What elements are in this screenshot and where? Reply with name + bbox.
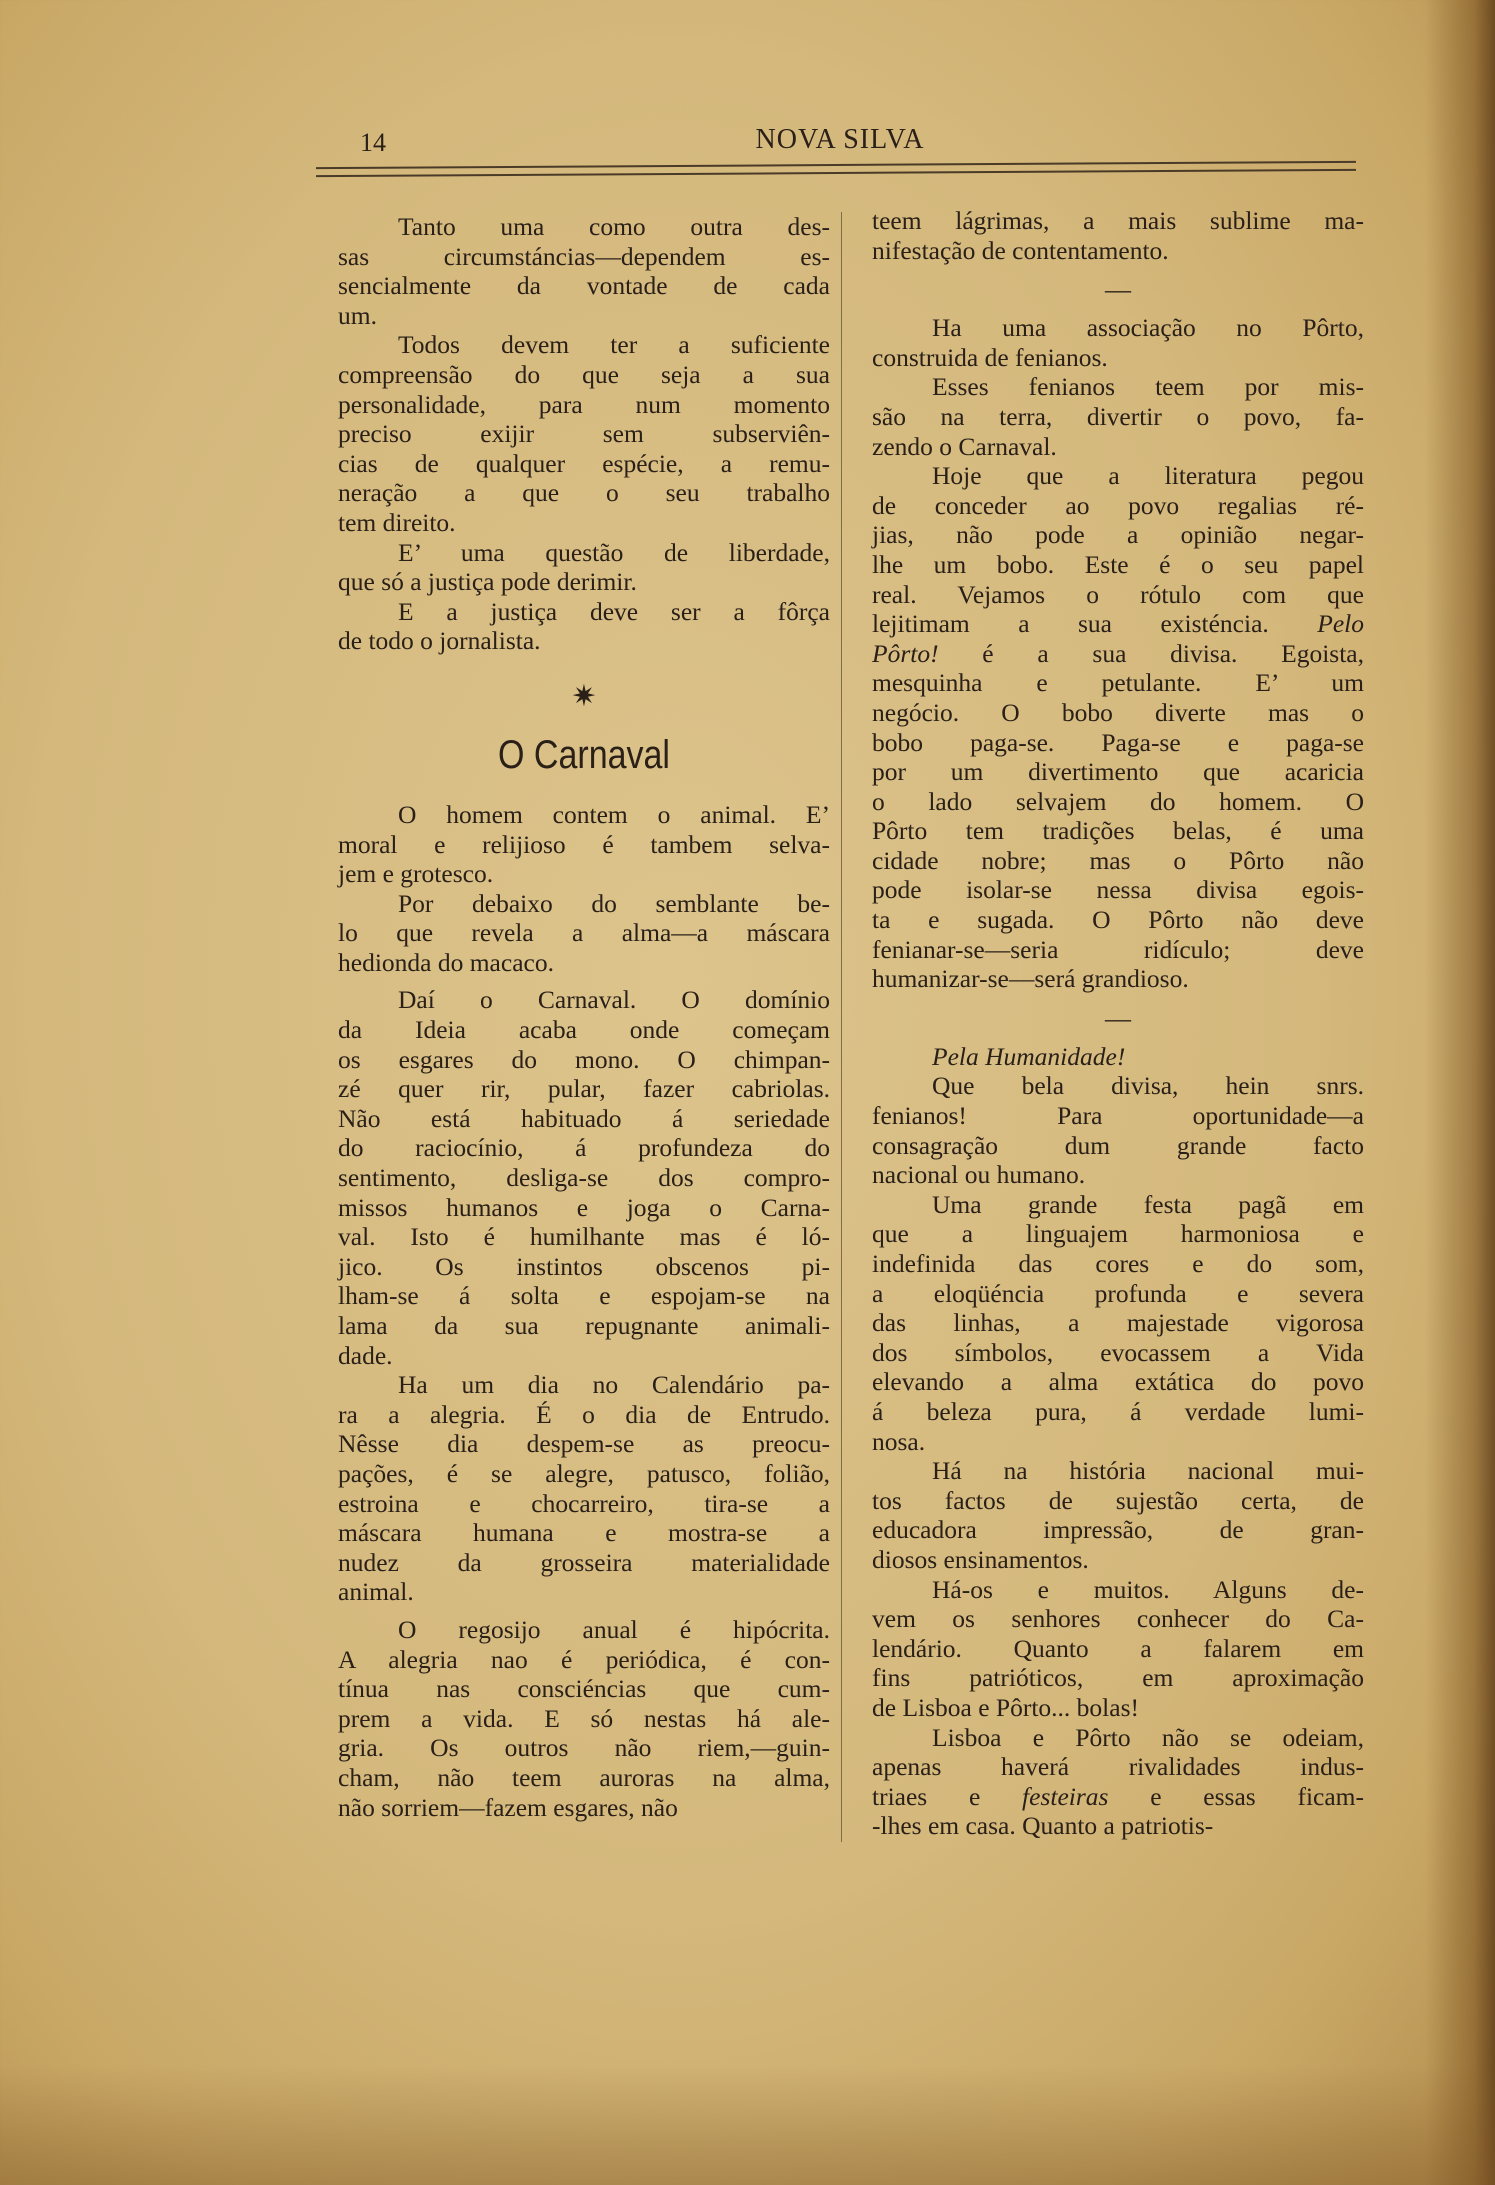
italic-text: Pôrto!	[872, 638, 939, 668]
text-line: dos símbolos, evocassem a Vida	[872, 1337, 1364, 1367]
page-edge-shadow	[1425, 0, 1495, 2185]
text-segment: lejitimam a sua existéncia.	[872, 609, 1318, 639]
page-bottom-shadow	[0, 2065, 1495, 2185]
text-line: O regosijo anual é hipócrita.	[398, 1614, 830, 1644]
text-line: lendário. Quanto a falarem em	[872, 1633, 1364, 1663]
text-line: nacional ou humano.	[872, 1160, 1086, 1190]
text-line: teem lágrimas, a mais sublime ma-	[872, 206, 1364, 235]
text-line: E’ uma questão de liberdade,	[398, 537, 830, 567]
text-line: cias de qualquer espécie, a remu-	[338, 448, 830, 478]
article-title: O Carnaval	[498, 732, 670, 777]
text-line: compreensão do que seja a sua	[338, 359, 830, 389]
text-line: zendo o Carnaval.	[872, 431, 1057, 461]
paragraph	[872, 461, 1364, 994]
text-line: Pôrto tem tradições belas, é uma	[872, 816, 1364, 846]
text-line: A alegria nao é periódica, é con-	[338, 1644, 830, 1674]
text-line: humanizar-se—será grandioso.	[872, 964, 1189, 994]
paragraph	[338, 800, 830, 889]
paragraph	[338, 1370, 830, 1607]
text-line: lo que revela a alma—a máscara	[338, 918, 830, 948]
paragraph	[338, 1615, 830, 1822]
text-line: tos factos de sujestão certa, de	[872, 1485, 1364, 1515]
paragraph	[338, 597, 830, 656]
italic-text: festeiras	[1022, 1781, 1109, 1811]
text-segment: é a sua divisa. Egoista,	[938, 638, 1364, 668]
text-line: Nêsse dia despem-se as preocu-	[338, 1429, 830, 1459]
text-line: fenianos! Para oportunidade—a	[872, 1101, 1364, 1131]
text-line: das linhas, a majestade vigorosa	[872, 1308, 1364, 1338]
text-line: Não está habituado á seriedade	[338, 1103, 830, 1133]
text-line: consagração dum grande facto	[872, 1130, 1364, 1160]
text-line: diosos ensinamentos.	[872, 1544, 1089, 1574]
text-line: os esgares do mono. O chimpan-	[338, 1044, 830, 1074]
text-line: máscara humana e mostra-se a	[338, 1518, 830, 1548]
paragraph	[872, 1190, 1364, 1456]
section-dash: —	[1105, 1003, 1131, 1033]
text-line: E a justiça deve ser a fôrça	[398, 596, 830, 626]
paragraph	[338, 538, 830, 597]
text-line: elevando a alma extática do povo	[872, 1367, 1364, 1397]
paragraph	[338, 330, 830, 537]
text-line: o lado selvajem do homem. O	[872, 786, 1364, 816]
text-line: do raciocínio, á profundeza do	[338, 1133, 830, 1163]
text-line: Tanto uma como outra des-	[398, 212, 830, 241]
text-line: lama da sua repugnante animali-	[338, 1311, 830, 1340]
text-line: Lisboa e Pôrto não se odeiam,	[932, 1722, 1364, 1752]
text-line: a eloqüéncia profunda e severa	[872, 1278, 1364, 1308]
text-line: Há na história nacional mui-	[932, 1456, 1364, 1486]
text-line: da Ideia acaba onde começam	[338, 1015, 830, 1045]
text-line	[872, 609, 1364, 639]
text-line: negócio. O bobo diverte mas o	[872, 697, 1364, 727]
text-line: bobo paga-se. Paga-se e paga-se	[872, 727, 1364, 757]
text-line: ta e sugada. O Pôrto não deve	[872, 905, 1364, 935]
paragraph	[872, 372, 1364, 461]
text-line: jias, não pode a opinião negar-	[872, 520, 1364, 550]
text-line: um.	[338, 300, 377, 330]
asterism-ornament: ✷	[571, 679, 597, 713]
text-line: vem os senhores conhecer do Ca-	[872, 1604, 1364, 1634]
text-line: prem a vida. E só nestas há ale-	[338, 1703, 830, 1733]
text-line: construida de fenianos.	[872, 342, 1108, 372]
text-line: val. Isto é humilhante mas é ló-	[338, 1222, 830, 1252]
text-line: missos humanos e joga o Carna-	[338, 1192, 830, 1222]
text-line: por um divertimento que acaricia	[872, 757, 1364, 787]
text-line: mesquinha e petulante. E’ um	[872, 668, 1364, 698]
text-line: educadora impressão, de gran-	[872, 1515, 1364, 1545]
paragraph	[338, 212, 830, 330]
text-line: de conceder ao povo regalias ré-	[872, 490, 1364, 520]
text-line: lhe um bobo. Este é o seu papel	[872, 549, 1364, 579]
text-line: lham-se á solta e espojam-se na	[338, 1281, 830, 1311]
text-line: fenianar-se—seria ridículo; deve	[872, 934, 1364, 964]
text-line: apenas haverá rivalidades indus-	[872, 1752, 1364, 1782]
text-line: ra a alegria. É o dia de Entrudo.	[338, 1399, 830, 1429]
text-segment: triaes e	[872, 1781, 1023, 1811]
text-line: Por debaixo do semblante be-	[398, 888, 830, 918]
text-line: animal.	[338, 1577, 414, 1607]
text-line: de todo o jornalista.	[338, 626, 541, 656]
text-line: não sorriem—fazem esgares, não	[338, 1792, 678, 1822]
text-line: tínua nas consciéncias que cum-	[338, 1674, 830, 1704]
text-line: dade.	[338, 1340, 393, 1370]
text-line: jem e grotesco.	[338, 859, 494, 889]
text-line: preciso exijir sem subserviên-	[338, 419, 830, 449]
text-line: cidade nobre; mas o Pôrto não	[872, 845, 1364, 875]
text-line: á beleza pura, á verdade lumi-	[872, 1396, 1364, 1426]
page-number: 14	[360, 128, 386, 157]
text-segment: e essas ficam-	[1108, 1781, 1364, 1811]
text-line: fins patrióticos, em aproximação	[872, 1663, 1364, 1693]
text-line: Que bela divisa, hein snrs.	[932, 1071, 1364, 1101]
text-line: pações, é se alegre, patusco, folião,	[338, 1458, 830, 1488]
text-line: zé quer rir, pular, fazer cabriolas.	[338, 1074, 830, 1104]
text-line: estroina e chocarreiro, tira-se a	[338, 1488, 830, 1518]
text-line: Hoje que a literatura pegou	[932, 461, 1364, 491]
text-line: sentimento, desliga-se dos compro-	[338, 1163, 830, 1193]
text-line: Ha uma associação no Pôrto,	[932, 313, 1364, 343]
text-line: Há-os e muitos. Alguns de-	[932, 1574, 1364, 1604]
text-line: Uma grande festa pagã em	[932, 1189, 1364, 1219]
text-line: -lhes em casa. Quanto a patriotis-	[872, 1811, 1214, 1841]
paragraph	[872, 313, 1364, 372]
text-line: nifestação de contentamento.	[872, 235, 1169, 265]
text-line: neração a que o seu trabalho	[338, 478, 830, 508]
section-dash: —	[1105, 275, 1131, 305]
right-column	[872, 206, 1364, 1841]
text-line: moral e relijioso é tambem selva-	[338, 829, 830, 859]
text-line: que a linguajem harmoniosa e	[872, 1219, 1364, 1249]
left-column	[338, 212, 830, 1822]
text-line: personalidade, para num momento	[338, 389, 830, 419]
paragraph	[872, 1723, 1364, 1841]
text-line: são na terra, divertir o povo, fa-	[872, 401, 1364, 431]
text-line: nosa.	[872, 1426, 926, 1456]
column-divider	[841, 212, 842, 1842]
text-line: cham, não teem auroras na alma,	[338, 1762, 830, 1792]
text-line: pode isolar-se nessa divisa egois-	[872, 875, 1364, 905]
text-line: que só a justiça pode derimir.	[338, 567, 637, 597]
text-line: nudez da grosseira materialidade	[338, 1547, 830, 1577]
text-line: real. Vejamos o rótulo com que	[872, 579, 1364, 609]
text-line: jico. Os instintos obscenos pi-	[338, 1251, 830, 1281]
paragraph	[872, 206, 1364, 265]
paragraph	[338, 985, 830, 1370]
text-line: tem direito.	[338, 507, 456, 537]
paragraph	[872, 1575, 1364, 1723]
text-line: hedionda do macaco.	[338, 947, 554, 977]
italic-text: Pelo	[1317, 609, 1364, 639]
text-line	[872, 639, 1364, 669]
text-line: O homem contem o animal. E’	[398, 799, 830, 829]
text-line: Esses fenianos teem por mis-	[932, 372, 1364, 402]
text-line: sencialmente da vontade de cada	[338, 271, 830, 301]
paragraph	[338, 889, 830, 978]
text-line	[872, 1782, 1364, 1812]
header-double-rule	[316, 161, 1356, 177]
running-title: NOVA SILVA	[755, 124, 925, 155]
paragraph	[872, 1071, 1364, 1189]
text-line: Todos devem ter a suficiente	[398, 330, 830, 360]
text-line: Ha um dia no Calendário pa-	[398, 1370, 830, 1400]
text-line: gria. Os outros não riem,—guin-	[338, 1733, 830, 1763]
text-line: indefinida das cores e do som,	[872, 1249, 1364, 1278]
text-line: sas circumstáncias—dependem es-	[338, 241, 830, 271]
italic-subheading: Pela Humanidade!	[932, 1041, 1126, 1071]
text-line: de Lisboa e Pôrto... bolas!	[872, 1692, 1139, 1722]
text-line: Daí o Carnaval. O domínio	[398, 985, 830, 1015]
paragraph	[872, 1456, 1364, 1574]
